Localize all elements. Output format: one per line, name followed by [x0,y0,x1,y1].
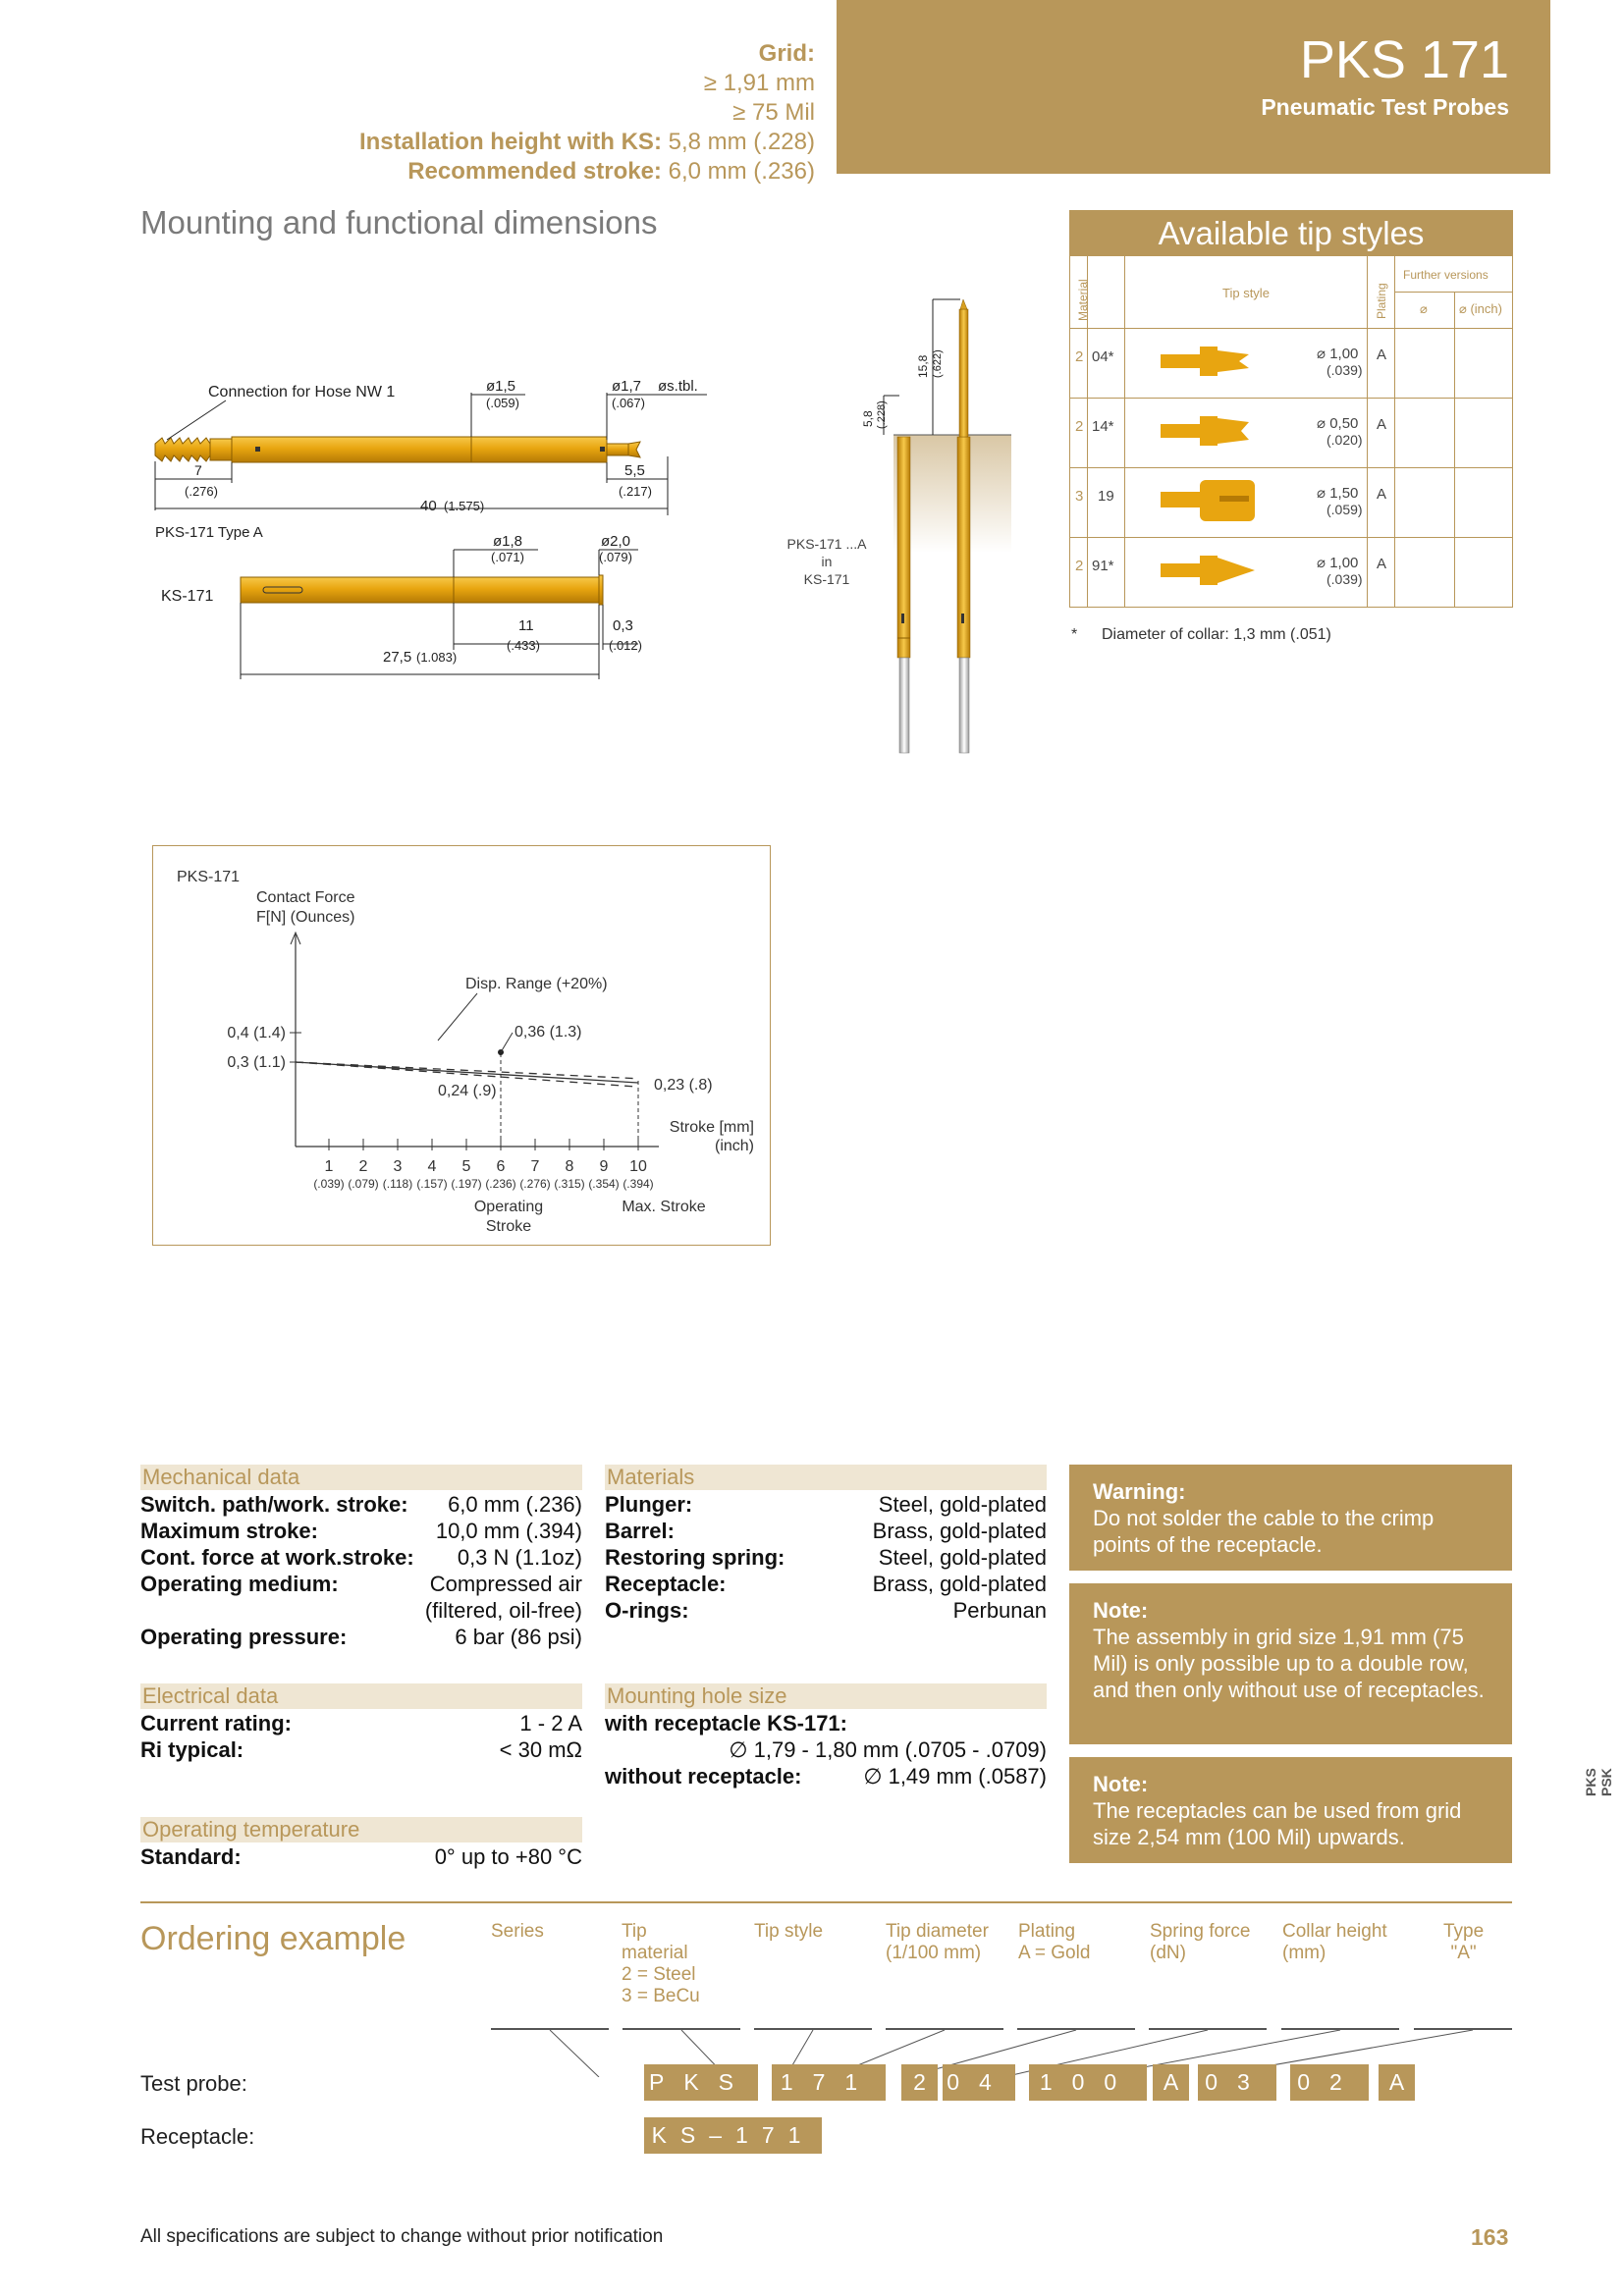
mechanical-title: Mechanical data [140,1465,582,1490]
mech-value: 10,0 mm (.394) [435,1519,582,1543]
y-tick-label: 0,4 (1.4) [227,1025,286,1041]
tip-dia: ⌀ 1,50 [1317,485,1359,502]
page-subtitle: Pneumatic Test Probes [1261,94,1509,120]
x-tick-label-inch: (.276) [519,1177,551,1191]
x-tick-label: 9 [599,1158,609,1175]
side-tag [1583,1768,1614,1796]
operating-stroke-label: Operating [473,1199,544,1215]
mechanical-list [140,1491,582,1658]
page-title: PKS 171 [1299,30,1509,89]
operating-stroke-label: Stroke [485,1218,532,1235]
l11: 11 [518,617,534,634]
code-cell-spring-force: 03 [1198,2064,1276,2101]
tip-row [1070,398,1512,467]
col-further: Further versions [1403,268,1489,282]
mat-value: Brass, gold-plated [872,1572,1047,1596]
l03-in: (.012) [609,638,642,653]
probe-type-a-drawing [155,437,640,462]
code-cell-tip-style: 04 [943,2064,1015,2101]
order-col-tip-material: Tip material 2 = Steel 3 = BeCu [622,1921,700,2006]
l03: 0,3 [613,617,633,634]
x-tick-label-inch: (.315) [554,1177,585,1191]
x-tick-label-inch: (.118) [382,1177,413,1191]
d20: ø2,0 [601,533,631,550]
mat-key: Plunger: [605,1492,693,1517]
header-specs [295,39,815,187]
temp-key: Standard: [140,1844,242,1869]
tip-code: 04* [1092,348,1114,365]
h58: 5,8 [861,410,875,427]
x-tick-label-inch: (.394) [623,1177,654,1191]
tip-code: 91* [1092,558,1114,574]
in-label-2: in [821,554,833,569]
in-label-3: KS-171 [803,571,850,587]
h158: 15,8 [916,354,930,378]
code-cell-plating: A [1153,2064,1189,2101]
tip-row [1070,328,1512,398]
install-label: Installation height with KS: [358,129,662,155]
x-tick-label-inch: (.079) [348,1177,379,1191]
x-tick-label: 6 [496,1158,506,1175]
col-dia: ⌀ [1420,301,1428,316]
tip-plating: A [1377,347,1387,363]
h58-in: (.228) [876,400,888,429]
mech-key: Switch. path/work. stroke: [140,1492,408,1517]
l55-in: (.217) [619,484,652,499]
order-col-tip-style: Tip style [754,1921,824,1942]
tip-code: 14* [1092,418,1114,435]
order-col-collar-height: Collar height (mm) [1282,1921,1387,1963]
hose-label: Connection for Hose NW 1 [208,384,396,400]
chart-title: PKS-171 [177,869,241,885]
d15-in: (.059) [486,396,519,410]
tip-material: 3 [1075,488,1084,505]
order-col-tip-diameter: Tip diameter (1/100 mm) [886,1921,989,1963]
ks171-drawing [241,575,603,605]
mat-key: O-rings: [605,1598,689,1623]
x-tick-label: 8 [565,1158,574,1175]
tip-row [1070,467,1512,537]
electrical-title: Electrical data [140,1683,582,1709]
d15: ø1,5 [486,378,516,395]
code-cell-receptacle: KS–171 [644,2117,822,2154]
y-axis-label: Contact Force [256,889,355,906]
l275: 27,5 [383,649,412,666]
tip-dia: ⌀ 1,00 [1317,555,1359,571]
tip-04-icon [1161,343,1278,382]
mech-value: Compressed air [429,1572,582,1596]
elec-key: Ri typical: [140,1737,244,1762]
mech-value: (filtered, oil-free) [424,1598,582,1623]
x-axis-label: (inch) [714,1138,754,1154]
grid-label: Grid: [758,40,815,67]
order-col-type: Type "A" [1443,1921,1485,1963]
x-tick-label: 10 [629,1158,647,1175]
order-col-plating: Plating A = Gold [1018,1921,1091,1963]
warning-text: Do not solder the cable to the crimp points of the receptacle. [1093,1506,1435,1557]
note-box [1069,1757,1512,1863]
force-chart-frame [152,845,771,1246]
materials-list [605,1491,1047,1629]
tip-dia-in: (.039) [1326,571,1363,587]
col-plating: Plating [1375,283,1388,319]
tip-19-icon [1161,478,1278,525]
tip-styles-title: Available tip styles [1070,211,1512,256]
tip-footnote: Diameter of collar: 1,3 mm (.051) [1102,626,1331,643]
mounting-hole-title: Mounting hole size [605,1683,1047,1709]
ks-label: KS-171 [161,588,214,605]
col-dia-inch: ⌀ (inch) [1459,301,1502,316]
receptacle-label: Receptacle: [140,2124,255,2149]
col-tip: Tip style [1222,286,1270,300]
tip-dia-in: (.059) [1326,502,1363,517]
stroke-label: Recommended stroke: [407,158,662,185]
mech-value: 6,0 mm (.236) [448,1492,582,1517]
x-tick-label: 5 [461,1158,471,1175]
code-cell-collar-height: 02 [1290,2064,1369,2101]
mech-value: 6 bar (86 psi) [455,1625,582,1649]
mounting-drawing [137,353,727,687]
elec-value: < 30 mΩ [499,1737,582,1762]
order-col-series: Series [491,1921,544,1942]
l275-in: (1.083) [416,650,458,665]
force-chart [153,846,772,1247]
mounting-hole-list [605,1710,1047,1798]
stroke-value: 6,0 mm (.236) [668,158,815,185]
mat-value: Perbunan [952,1598,1047,1623]
mech-value: 0,3 N (1.1oz) [457,1545,582,1570]
d18: ø1,8 [493,533,523,550]
lower-point-label: 0,24 (.9) [438,1083,497,1099]
tip-plating: A [1377,416,1387,433]
y-axis-label: F[N] (Ounces) [256,909,355,926]
l40: 40 [420,498,437,514]
l7: 7 [194,462,202,478]
grid-mm: ≥ 1,91 mm [703,70,815,96]
in-label-1: PKS-171 ...A [786,536,867,552]
tip-material: 2 [1075,418,1084,435]
tip-material: 2 [1075,348,1084,365]
mech-key: Operating medium: [140,1572,339,1596]
x-tick-label-inch: (.039) [313,1177,345,1191]
tip-row [1070,537,1512,608]
tip-dia-in: (.039) [1326,362,1363,378]
tip-91-icon [1161,552,1278,591]
mat-key: Restoring spring: [605,1545,785,1570]
mounting-title: Mounting and functional dimensions [140,204,658,240]
temp-value: 0° up to +80 °C [434,1844,582,1869]
hole-with-label: with receptacle KS-171: [605,1711,847,1735]
x-tick-label-inch: (.197) [451,1177,482,1191]
side-tag-1: PKS [1583,1768,1598,1796]
ordering-divider [140,1901,1512,1903]
note-text: The receptacles can be used from grid size 2,54 mm (100 Mil) upwards. [1093,1798,1462,1849]
series-line-nominal [296,1062,638,1083]
y-tick-label: 0,3 (1.1) [227,1054,286,1071]
ds-tbl: øs.tbl. [658,378,698,395]
tip-material: 2 [1075,558,1084,574]
tip-plating: A [1377,486,1387,503]
side-tag-2: PSK [1598,1768,1614,1796]
install-value: 5,8 mm (.228) [668,129,815,155]
l7-in: (.276) [185,484,218,499]
upper-point-label: 0,36 (1.3) [514,1024,582,1041]
probe-label: PKS-171 Type A [155,524,263,541]
tip-dia: ⌀ 1,00 [1317,346,1359,362]
footer-note: All specifications are subject to change without prior notification [140,2226,664,2247]
h158-in: (.622) [932,349,944,378]
temperature-list [140,1843,582,1873]
note-box [1069,1583,1512,1744]
mat-key: Barrel: [605,1519,675,1543]
mat-value: Steel, gold-plated [878,1492,1047,1517]
l40-in: (1.575) [444,499,485,513]
tip-14-icon [1161,412,1278,452]
tip-styles-table [1069,210,1513,608]
hole-with-value: ∅ 1,79 - 1,80 mm (.0705 - .0709) [729,1737,1047,1762]
tip-plating: A [1377,556,1387,572]
col-material: Material [1076,279,1090,321]
electrical-list [140,1710,582,1769]
x-tick-label: 4 [427,1158,437,1175]
x-tick-label: 1 [324,1158,334,1175]
test-probe-label: Test probe: [140,2071,247,2096]
d17: ø1,7 [612,378,642,395]
tip-dia-in: (.020) [1326,432,1363,448]
installation-drawing [776,280,1021,771]
x-tick-label: 7 [530,1158,540,1175]
note-title: Note: [1093,1598,1149,1623]
header-banner [837,0,1550,174]
grid-mil: ≥ 75 Mil [732,99,815,126]
code-cell-series: PKS [644,2064,758,2101]
code-cell-type: A [1379,2064,1415,2101]
order-col-spring-force: Spring force (dN) [1150,1921,1251,1963]
code-cell-number: 171 [772,2064,886,2101]
mat-value: Steel, gold-plated [878,1545,1047,1570]
mech-key: Cont. force at work.stroke: [140,1545,414,1570]
tip-dia: ⌀ 0,50 [1317,415,1359,432]
range-pointer [438,993,477,1041]
l55: 5,5 [624,462,645,479]
range-label: Disp. Range (+20%) [465,976,608,992]
x-tick-label: 2 [358,1158,368,1175]
note-text: The assembly in grid size 1,91 mm (75 Mil) is only possible up to a double row, and then only without use of receptacles. [1093,1625,1485,1702]
materials-title: Materials [605,1465,1047,1490]
end-point-label: 0,23 (.8) [654,1077,713,1094]
x-tick-label-inch: (.354) [588,1177,620,1191]
d18-in: (.071) [491,550,524,564]
hole-without-label: without receptacle: [605,1764,802,1789]
x-axis-label: Stroke [mm] [669,1119,754,1136]
upper-pointer [501,1033,513,1052]
warning-title: Warning: [1093,1479,1186,1504]
mech-key: Operating pressure: [140,1625,348,1649]
max-stroke-label: Max. Stroke [622,1199,706,1215]
temperature-title: Operating temperature [140,1817,582,1842]
note-title: Note: [1093,1772,1149,1796]
d20-in: (.079) [599,550,632,564]
warning-box [1069,1465,1512,1571]
tip-footnote-mark: * [1071,626,1078,643]
elec-key: Current rating: [140,1711,292,1735]
hole-without-value: ∅ 1,49 mm (.0587) [863,1764,1047,1789]
d17-in: (.067) [612,396,645,410]
mech-key: Maximum stroke: [140,1519,318,1543]
code-cell-diameter: 100 [1029,2064,1147,2101]
page-number: 163 [1471,2224,1509,2250]
x-tick-label-inch: (.157) [416,1177,448,1191]
elec-value: 1 - 2 A [519,1711,582,1735]
ordering-title: Ordering example [140,1920,406,1957]
tip-code: 19 [1098,488,1114,505]
mat-value: Brass, gold-plated [872,1519,1047,1543]
mat-key: Receptacle: [605,1572,727,1596]
x-tick-label-inch: (.236) [485,1177,516,1191]
l11-in: (.433) [507,638,540,653]
x-tick-label: 3 [393,1158,403,1175]
code-cell-material: 2 [901,2064,938,2101]
